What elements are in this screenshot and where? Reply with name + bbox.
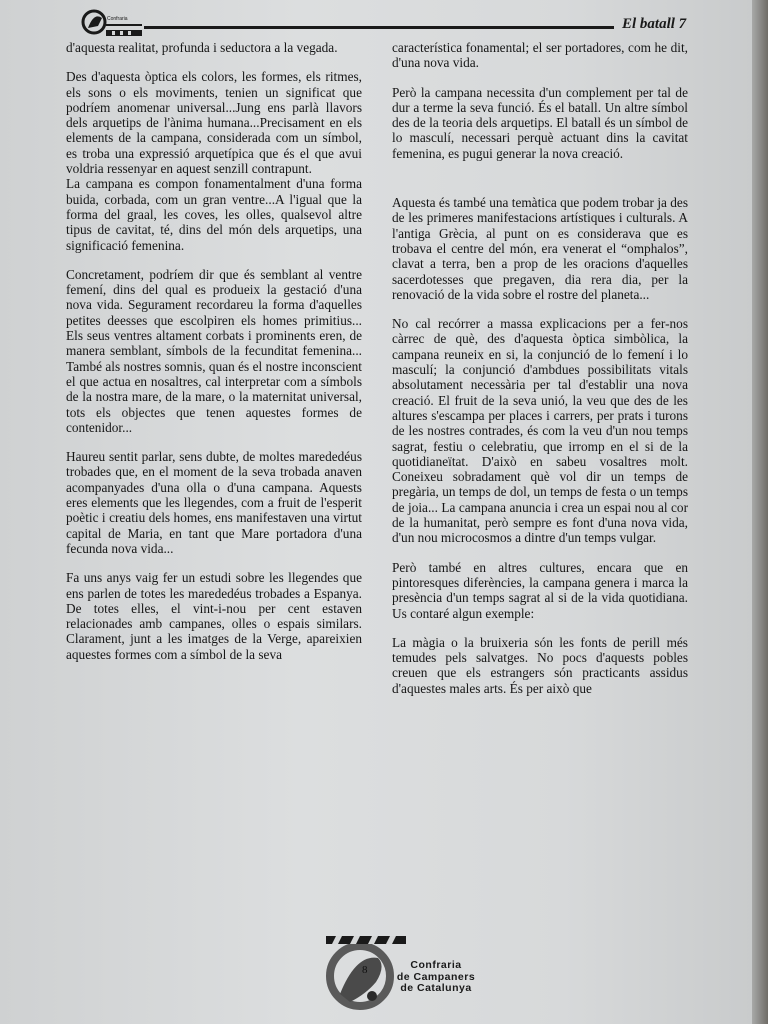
paragraph: La campana es compon fonamentalment d'una forma buida, corbada, com un gran ventre...A l'igual que la forma del graal, les coves, les olles, qualsevol altre tipus de cavitat, té, dins del món dels arquetips, una significació femenina. [66, 176, 362, 253]
org-line: de Campaners [396, 970, 476, 983]
page-footer [326, 936, 496, 1018]
paragraph: Però la campana necessita d'un complement per tal de dur a terme la seva funció. És el batall. Un altre símbol des de la teoria dels arquetips. El batall és un símbol de lo masculí, necessari perquè actuant dins la cavitat femenina, es pugui generar la nova creació. [392, 84, 688, 161]
logo-lettering: Confraria [107, 16, 128, 22]
right-column [392, 40, 688, 710]
paragraph: Haureu sentit parlar, sens dubte, de moltes marededéus trobades que, en el moment de la seva trobada anaven acompanyades d'una olla o d'una campana. Aquests eres elements que les llegendes, com a fruit de l'esperit poètic i creatiu dels homes, ens manifestaven una virtut capital de Maria, en tant que Mare portadora d'una fecunda nova vida... [66, 449, 362, 556]
page-number: 8 [362, 964, 368, 976]
page-edge-shadow [752, 0, 768, 1024]
paragraph: No cal recórrer a massa explicacions per a fer-nos càrrec de què, des d'aquesta òptica simbòlica, la campana reuneix en si, la conjunció de lo femení i lo masculí; la conjunció d'ambdues possibilitats vitals absolutament necessària per tal d'establir una nova creació. El fruit de la seva unió, la veu que des de les altures s'escampa per places i carrers, per prats i turons de les nostres contrades, és com la veu d'un nou temps sagrat, festiu o celebratiu, que irromp en el si de la quotidianeïtat. D'això en sabeu vosaltres molt. Coneixeu sobradament què vol dir un temps de pregària, un temps de dol, un temps de festa o un temps de joia... La campana anuncia i crea un espai nou al cor de la humanitat, però sempre es font d'una nova vida, d'un nou microcosmos a dintre d'un temps vulgar. [392, 316, 688, 546]
paragraph: La màgia o la bruixeria són les fonts de perill més temudes pels salvatges. No pocs d'aquests pobles creuen que els estrangers són practicants assidus d'aquestes males arts. És per això que [392, 634, 688, 696]
publication-title: El batall 7 [622, 16, 687, 32]
header-rule [144, 26, 614, 29]
confraria-logo-icon [80, 6, 144, 40]
paragraph: d'aquesta realitat, profunda i seductora a la vegada. [66, 40, 338, 55]
paragraph: Concretament, podríem dir que és semblant al ventre femení, dins del qual es produeix la gestació d'una nova vida. Segurament recordareu la forma d'aquelles petites deesses que escolpiren els homes primitius... Els seus ventres altament corbats i prominents eren, de manera semblant, símbols de la fecunditat femenina... També als nostres somnis, quan és el nostre inconscient el que actua en nosaltres, cal interpretar com a símbols de la nostra mare, de la mare, o la maternitat universal, tots els objectes que tenen aquestes formes de contenidor... [66, 266, 362, 435]
left-column [66, 40, 362, 676]
stripes-icon [326, 936, 406, 944]
page-header [80, 4, 700, 44]
org-line: Confraria [410, 959, 462, 971]
paragraph: Des d'aquesta òptica els colors, les formes, els ritmes, els sons o els moviments, tenien un significat que podríem anomenar universal...Jung ens parlà llavors dels arquetips de l'ànima humana...Precisament en els elements de la campana, considerada com un símbol, es troba una expressió arquetípica que és el que avui voldria ressenyar en aquest senzill contrapunt. [66, 69, 362, 177]
paragraph: característica fonamental; el ser portadores, com he dit, d'una nova vida. [392, 40, 688, 71]
paragraph: Aquesta és també una temàtica que podem trobar ja des de les primeres manifestacions artístiques i culturals. A l'antiga Grècia, al punt on es considerava que es trobava el centre del món, era venerat el “omphalos”, clavat a terra, ben a prop de les oracions d'aquelles sacerdotesses que pregaven, dia rera dia, per la renovació de la vida sobre el rostre del planeta... [392, 195, 688, 302]
paragraph: Però també en altres cultures, encara que en pintoresques diferències, la campana genera i marca la presència d'un temps sagrat al si de la vida quotidiana. Us contaré algun exemple: [392, 559, 688, 621]
org-line: de Catalunya [400, 982, 472, 994]
paragraph: Fa uns anys vaig fer un estudi sobre les llegendes que ens parlen de totes les marededéus trobades a Espanya. De totes elles, el vint-i-nou per cent estaven relacionades amb campanes, olles o espais similars. Clarament, junt a les imatges de la Verge, apareixien aquestes formes com a símbol de la seva [66, 570, 362, 662]
organization-name [386, 960, 486, 995]
